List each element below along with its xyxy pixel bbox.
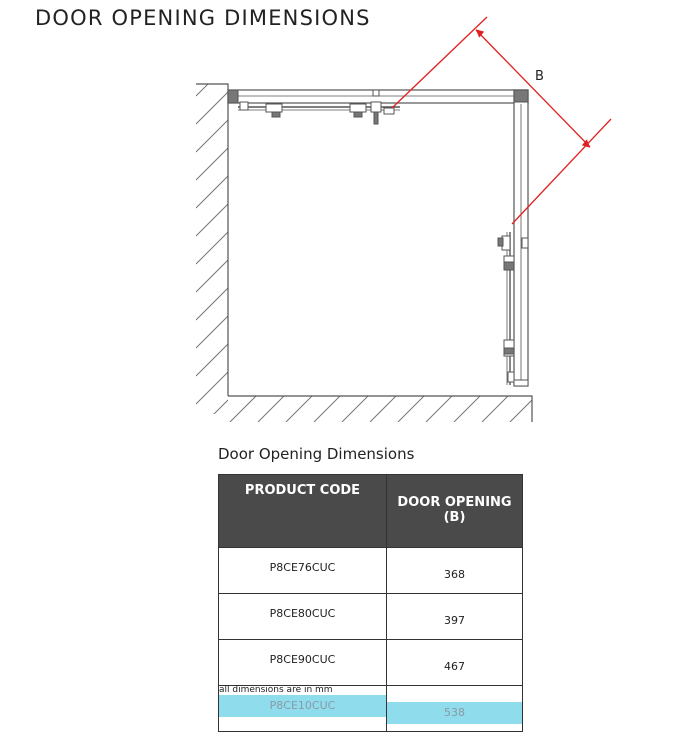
highlight-marker: P8CE10CUC xyxy=(218,695,387,717)
left-wall xyxy=(196,64,228,432)
table-row xyxy=(219,548,523,594)
header-door-opening xyxy=(387,475,523,548)
product-code-cell: P8CE76CUC xyxy=(219,548,387,594)
product-code-cell: P8CE80CUC xyxy=(219,594,387,640)
footnote: all dimensions are in mm xyxy=(219,685,333,695)
header-door-opening-line1: DOOR OPENING xyxy=(397,495,512,510)
dimension-b-label: B xyxy=(535,69,544,84)
door-opening-cell: 368 xyxy=(387,548,523,594)
table-header-row xyxy=(219,475,523,548)
dimension-b-marker xyxy=(392,17,611,224)
page-title: DOOR OPENING DIMENSIONS xyxy=(35,6,371,30)
table-row xyxy=(219,594,523,640)
table-row xyxy=(219,640,523,686)
door-opening-cell xyxy=(387,686,523,732)
table-title: Door Opening Dimensions xyxy=(218,445,415,463)
door-opening-cell: 397 xyxy=(387,594,523,640)
door-opening-cell: 467 xyxy=(387,640,523,686)
highlight-marker: 538 xyxy=(386,702,523,724)
header-door-opening-line2: (B) xyxy=(443,510,466,525)
bottom-wall xyxy=(228,396,536,422)
product-code-cell: P8CE90CUC xyxy=(219,640,387,686)
header-product-code: PRODUCT CODE xyxy=(219,475,387,548)
